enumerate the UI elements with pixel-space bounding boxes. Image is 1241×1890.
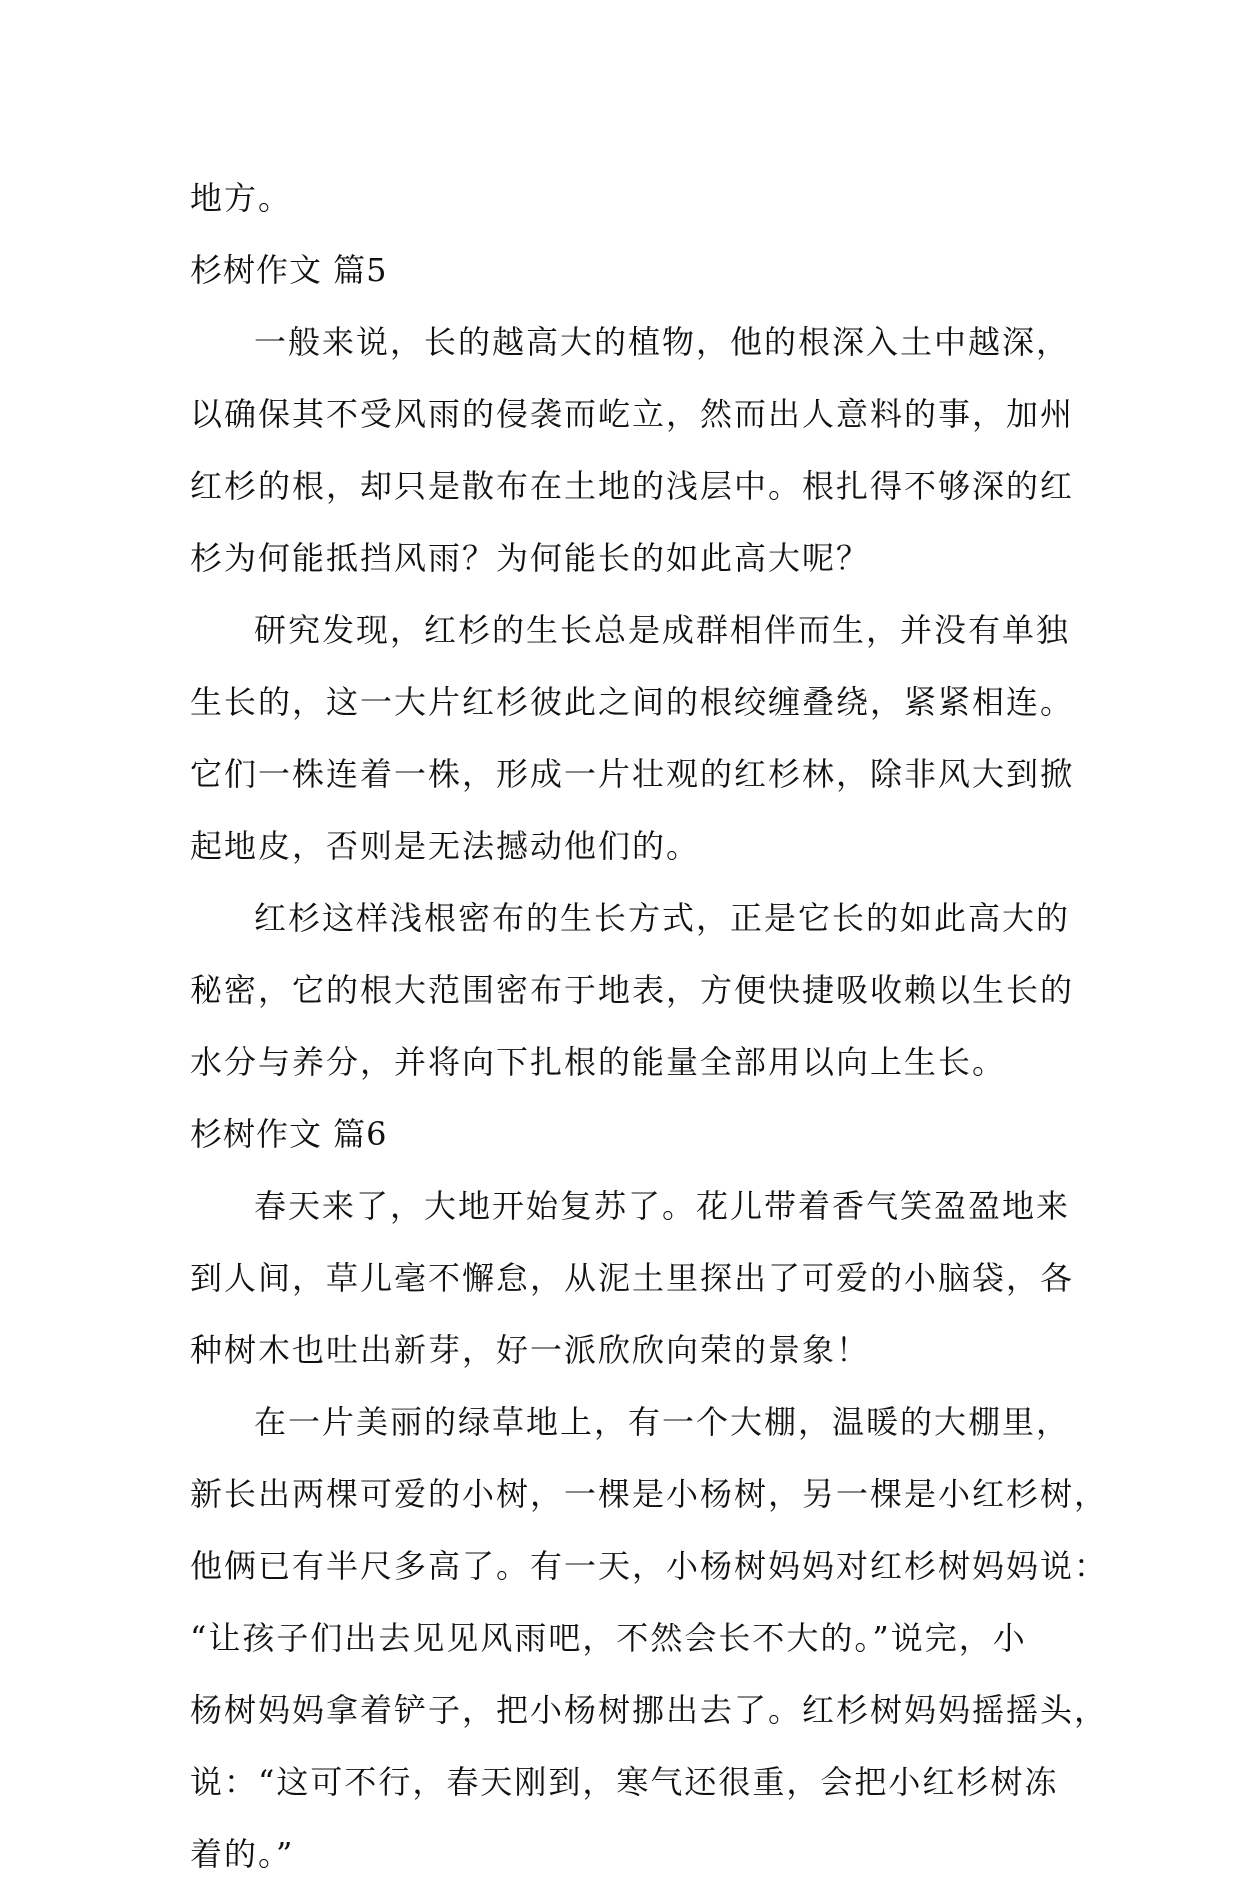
paragraph-line: 红杉的根，却只是散布在土地的浅层中。根扎得不够深的红 — [190, 467, 1075, 505]
paragraph-line: 种树木也吐出新芽，好一派欣欣向荣的景象！ — [190, 1331, 871, 1369]
paragraph-line: 着的。” — [190, 1835, 295, 1873]
paragraph-line: 研究发现，红杉的生长总是成群相伴而生，并没有单独 — [254, 611, 1071, 649]
paragraph-line: 生长的，这一大片红杉彼此之间的根绞缠叠绕，紧紧相连。 — [190, 683, 1075, 721]
paragraph-line: 地方。 — [190, 179, 293, 217]
paragraph-line: 水分与养分，并将向下扎根的能量全部用以向上生长。 — [190, 1043, 1007, 1081]
paragraph-line: 新长出两棵可爱的小树，一棵是小杨树，另一棵是小红杉树， — [190, 1475, 1109, 1513]
paragraph-line: 杨树妈妈拿着铲子，把小杨树挪出去了。红杉树妈妈摇摇头， — [190, 1691, 1109, 1729]
paragraph-line: “让孩子们出去见见风雨吧，不然会长不大的。”说完，小 — [190, 1619, 1027, 1657]
section-heading: 杉树作文 篇5 — [190, 251, 388, 289]
paragraph-line: 在一片美丽的绿草地上，有一个大棚，温暖的大棚里， — [254, 1403, 1071, 1441]
paragraph-line: 杉为何能抵挡风雨？为何能长的如此高大呢？ — [190, 539, 871, 577]
paragraph-line: 起地皮，否则是无法撼动他们的。 — [190, 827, 701, 865]
paragraph-line: 秘密，它的根大范围密布于地表，方便快捷吸收赖以生长的 — [190, 971, 1075, 1009]
paragraph-line: 到人间，草儿毫不懈怠，从泥土里探出了可爱的小脑袋，各 — [190, 1259, 1075, 1297]
document-body — [190, 162, 1109, 1890]
paragraph-line: 以确保其不受风雨的侵袭而屹立，然而出人意料的事，加州 — [190, 395, 1075, 433]
paragraph-line: 一般来说，长的越高大的植物，他的根深入土中越深， — [254, 323, 1071, 361]
paragraph-line: 他俩已有半尺多高了。有一天，小杨树妈妈对红杉树妈妈说： — [190, 1547, 1109, 1585]
paragraph-line: 说：“这可不行，春天刚到，寒气还很重，会把小红杉树冻 — [190, 1763, 1059, 1801]
section-heading: 杉树作文 篇6 — [190, 1115, 388, 1153]
paragraph-line: 红杉这样浅根密布的生长方式，正是它长的如此高大的 — [254, 899, 1071, 937]
paragraph-line: 它们一株连着一株，形成一片壮观的红杉林，除非风大到掀 — [190, 755, 1075, 793]
paragraph-line: 春天来了，大地开始复苏了。花儿带着香气笑盈盈地来 — [254, 1187, 1071, 1225]
